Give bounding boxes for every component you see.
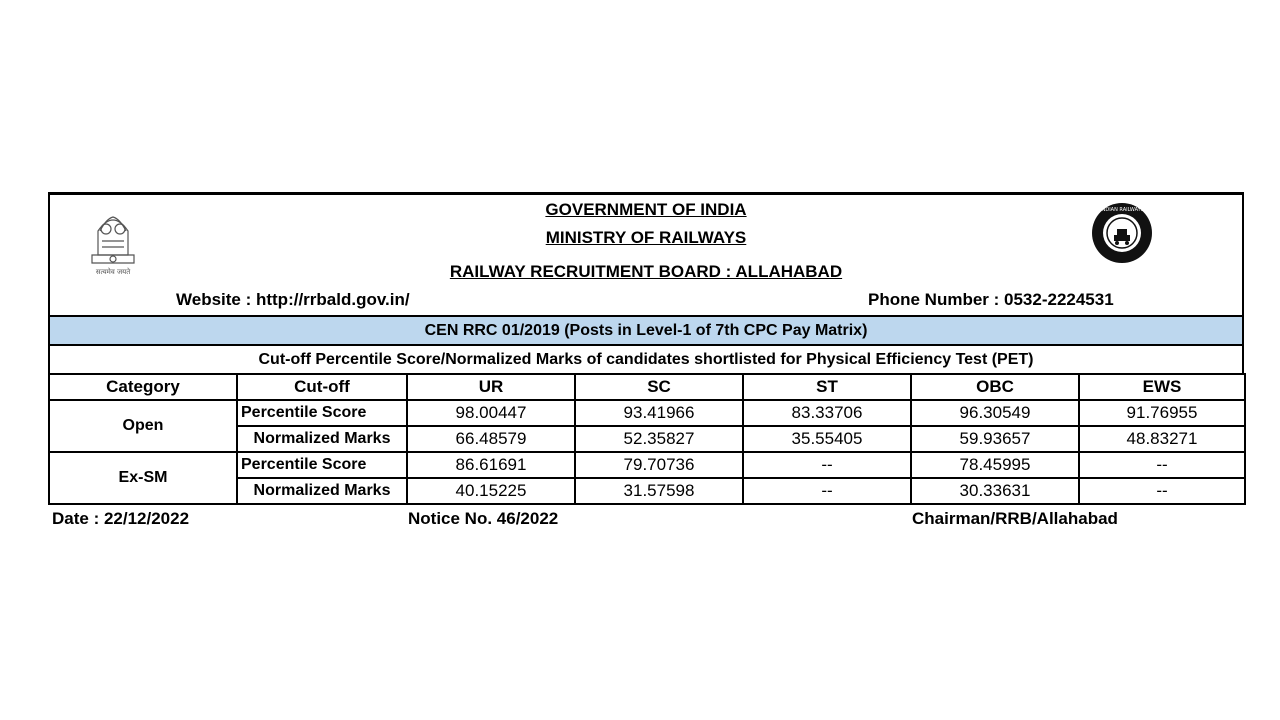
header-ur: UR [407, 374, 575, 400]
category-open: Open [49, 400, 237, 452]
cell-value: 35.55405 [743, 426, 911, 452]
cell-value: 31.57598 [575, 478, 743, 504]
cell-value: 40.15225 [407, 478, 575, 504]
cell-value: 79.70736 [575, 452, 743, 478]
svg-text:सत्यमेव जयते: सत्यमेव जयते [95, 268, 131, 276]
cell-value: 52.35827 [575, 426, 743, 452]
header-category: Category [49, 374, 237, 400]
cell-value: 83.33706 [743, 400, 911, 426]
indian-railways-logo-icon [1090, 201, 1154, 265]
notice-number: Notice No. 46/2022 [408, 509, 559, 528]
cell-value: 93.41966 [575, 400, 743, 426]
cell-value: -- [743, 452, 911, 478]
cell-value: 59.93657 [911, 426, 1079, 452]
cell-value: 98.00447 [407, 400, 575, 426]
table-header-row [49, 374, 1245, 400]
notice-document [48, 192, 1244, 535]
row-label: Normalized Marks [237, 478, 407, 504]
cell-value: -- [743, 478, 911, 504]
signatory-text: Chairman/RRB/Allahabad [912, 509, 1118, 528]
header-ews: EWS [1079, 374, 1245, 400]
header-cutoff: Cut-off [237, 374, 407, 400]
category-ex-sm: Ex-SM [49, 452, 237, 504]
header-ministry: MINISTRY OF RAILWAYS [545, 228, 747, 247]
header-sc: SC [575, 374, 743, 400]
table-row [49, 452, 1245, 478]
cell-value: 96.30549 [911, 400, 1079, 426]
cell-value: 78.45995 [911, 452, 1079, 478]
cell-value: 66.48579 [407, 426, 575, 452]
notice-date: Date : 22/12/2022 [52, 509, 190, 528]
notice-title: CEN RRC 01/2019 (Posts in Level-1 of 7th CPC Pay Matrix) [48, 315, 1244, 344]
row-label: Percentile Score [237, 452, 407, 478]
header-board: RAILWAY RECRUITMENT BOARD : ALLAHABAD [449, 262, 843, 281]
header-st: ST [743, 374, 911, 400]
cell-value: 30.33631 [911, 478, 1079, 504]
notice-subtitle: Cut-off Percentile Score/Normalized Marks of candidates shortlisted for Physical Efficiency Test (PET) [48, 344, 1244, 373]
row-label: Percentile Score [237, 400, 407, 426]
website-text: Website : http://rrbald.gov.in/ [176, 290, 410, 309]
header-govt: GOVERNMENT OF INDIA [545, 200, 747, 219]
cell-value: 91.76955 [1079, 400, 1245, 426]
row-label: Normalized Marks [237, 426, 407, 452]
header-obc: OBC [911, 374, 1079, 400]
cell-value: 48.83271 [1079, 426, 1245, 452]
notice-footer [48, 505, 1244, 535]
cell-value: 86.61691 [407, 452, 575, 478]
notice-header [48, 192, 1244, 315]
cutoff-table [48, 373, 1246, 505]
phone-number-text: Phone Number : 0532-2224531 [868, 290, 1114, 309]
table-row [49, 400, 1245, 426]
cell-value: -- [1079, 452, 1245, 478]
cell-value: -- [1079, 478, 1245, 504]
svg-text:INDIAN RAILWAYS: INDIAN RAILWAYS [1100, 207, 1144, 213]
